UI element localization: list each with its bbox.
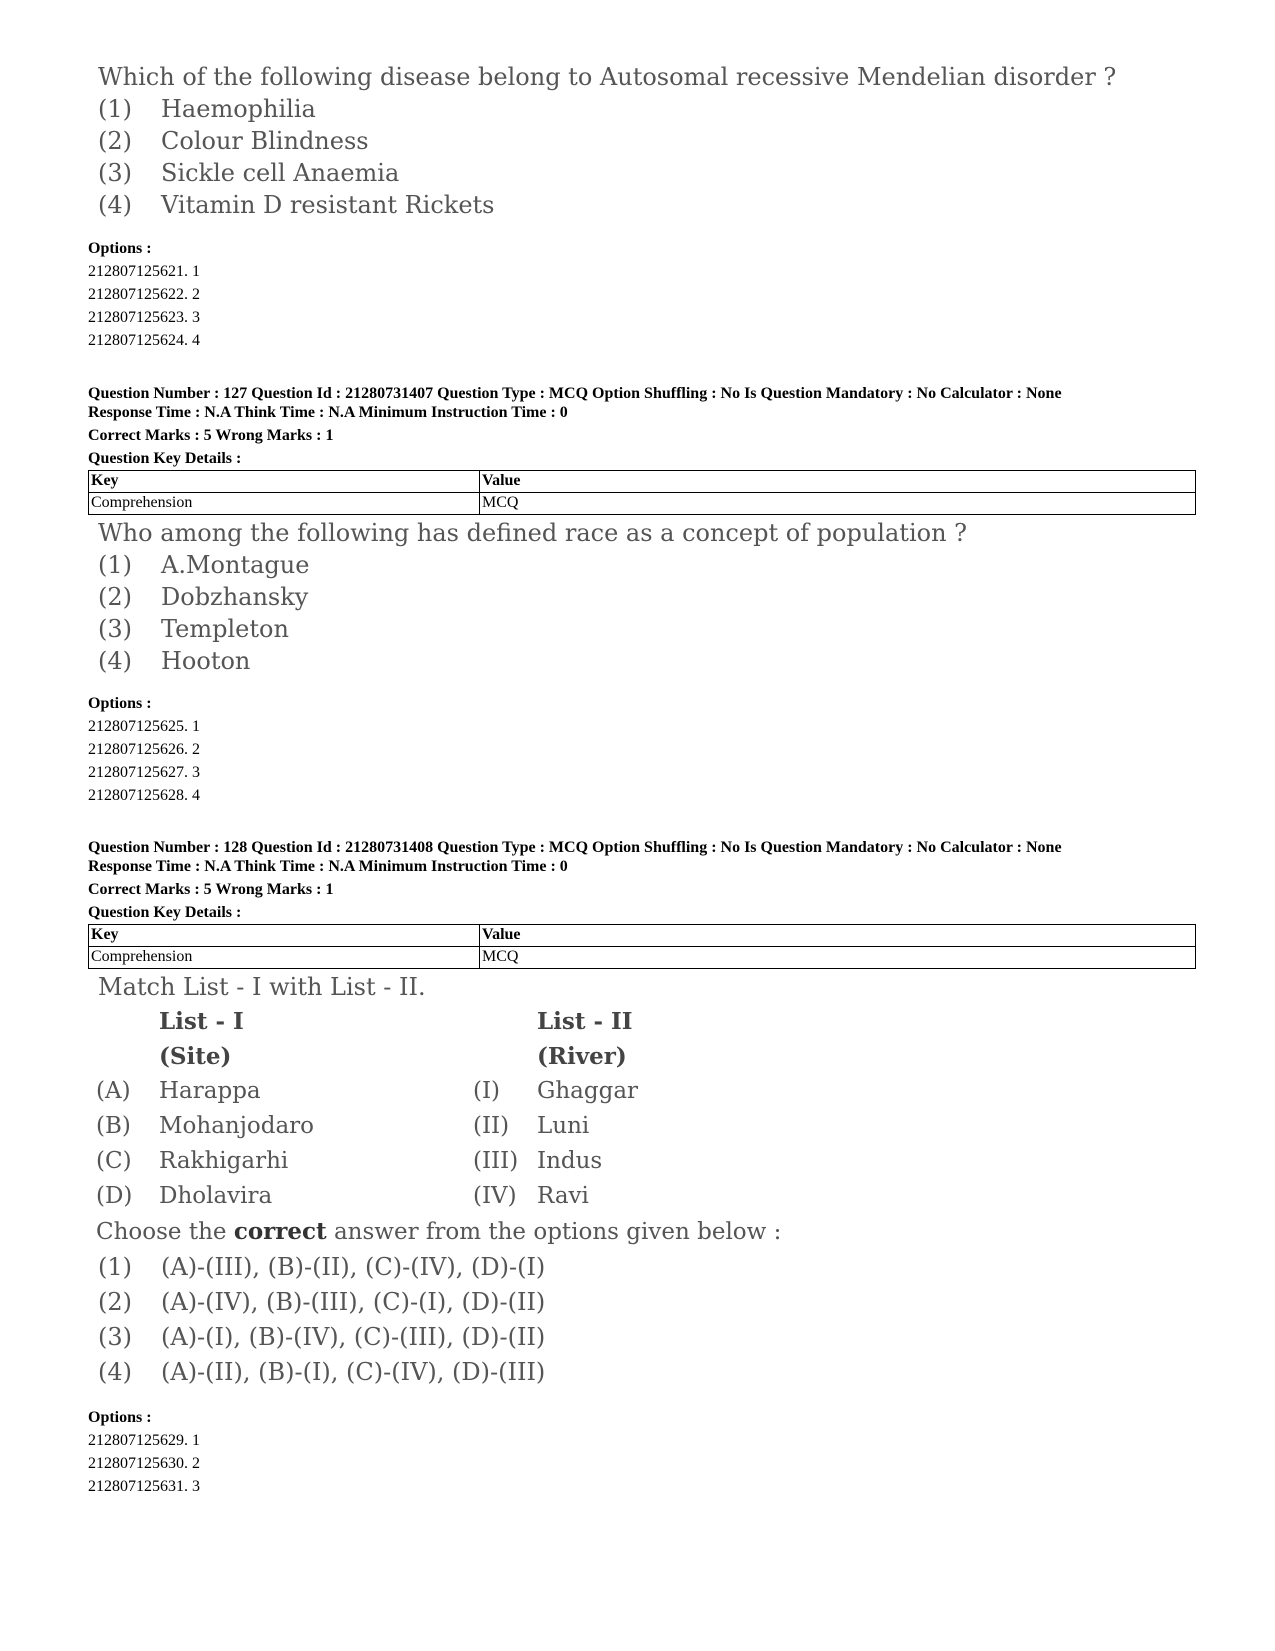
- list-1-site: Harappa: [159, 1078, 261, 1104]
- q127-option-id-4: 212807125628. 4: [88, 787, 200, 804]
- table-row: [89, 947, 1196, 969]
- q127-option-id-2: 212807125626. 2: [88, 741, 200, 758]
- choice-number: (3): [98, 615, 132, 643]
- choice-text: Dobzhansky: [161, 583, 309, 611]
- q128-question-text: Match List - I with List - II.: [98, 973, 426, 1001]
- table-row: [89, 493, 1196, 515]
- choice-number: (2): [98, 583, 132, 611]
- choice-text: (A)-(II), (B)-(I), (C)-(IV), (D)-(III): [161, 1358, 546, 1386]
- choice-number: (3): [98, 159, 132, 187]
- list-2-river: Luni: [537, 1113, 590, 1139]
- q127-meta-line-1: Question Number : 127 Question Id : 21280731407 Question Type : MCQ Option Shuffling : No Is Question Mandatory : No Calculator : None: [88, 385, 1062, 402]
- list-2-numeral: (III): [473, 1148, 519, 1174]
- q128-marks: Correct Marks : 5 Wrong Marks : 1: [88, 881, 334, 898]
- choice-text: (A)-(IV), (B)-(III), (C)-(I), (D)-(II): [161, 1288, 546, 1316]
- table-header-row: [89, 471, 1196, 493]
- choice-number: (4): [98, 1358, 132, 1386]
- choice-text: A.Montague: [161, 551, 310, 579]
- q128-meta-line-1: Question Number : 128 Question Id : 21280731408 Question Type : MCQ Option Shuffling : No Is Question Mandatory : No Calculator : None: [88, 839, 1062, 856]
- q127-key-table: [88, 470, 1196, 515]
- choice-number: (3): [98, 1323, 132, 1351]
- list-1-site: Dholavira: [159, 1183, 273, 1209]
- table-header-row: [89, 925, 1196, 947]
- list-2-numeral: (IV): [473, 1183, 517, 1209]
- q127-option-id-1: 212807125625. 1: [88, 718, 200, 735]
- q127-meta-line-2: Response Time : N.A Think Time : N.A Minimum Instruction Time : 0: [88, 404, 568, 421]
- q128-option-id-2: 212807125630. 2: [88, 1455, 200, 1472]
- choice-number: (1): [98, 1253, 132, 1281]
- choice-number: (4): [98, 191, 132, 219]
- list-1-title: List - I: [159, 1008, 244, 1035]
- q127-option-id-3: 212807125627. 3: [88, 764, 200, 781]
- choice-number: (2): [98, 127, 132, 155]
- choice-number: (1): [98, 551, 132, 579]
- choice-text: Vitamin D resistant Rickets: [161, 191, 495, 219]
- table-header-value: Value: [480, 925, 1196, 947]
- list-1-site: Mohanjodaro: [159, 1113, 314, 1139]
- table-cell-key: Comprehension: [89, 947, 480, 969]
- instruction-bold: correct: [233, 1218, 327, 1245]
- q128-meta-line-2: Response Time : N.A Think Time : N.A Minimum Instruction Time : 0: [88, 858, 568, 875]
- q127-options-label: Options :: [88, 695, 152, 712]
- q128-instruction: [96, 1218, 781, 1245]
- q126-options-label: Options :: [88, 240, 152, 257]
- q127-key-details-label: Question Key Details :: [88, 450, 242, 467]
- q126-option-id-3: 212807125623. 3: [88, 309, 200, 326]
- table-cell-value: MCQ: [480, 493, 1196, 515]
- q128-options-label: Options :: [88, 1409, 152, 1426]
- choice-text: (A)-(I), (B)-(IV), (C)-(III), (D)-(II): [161, 1323, 546, 1351]
- choice-number: (1): [98, 95, 132, 123]
- table-cell-value: MCQ: [480, 947, 1196, 969]
- choice-text: Templeton: [161, 615, 289, 643]
- table-cell-key: Comprehension: [89, 493, 480, 515]
- table-header-key: Key: [89, 471, 480, 493]
- choice-text: Haemophilia: [161, 95, 316, 123]
- list-2-river: Ghaggar: [537, 1078, 639, 1104]
- q128-option-id-1: 212807125629. 1: [88, 1432, 200, 1449]
- choice-text: Colour Blindness: [161, 127, 369, 155]
- list-1-letter: (D): [96, 1183, 133, 1209]
- q127-question-text: Who among the following has defined race as a concept of population ?: [98, 519, 968, 547]
- list-2-numeral: (I): [473, 1078, 501, 1104]
- q126-question-text: Which of the following disease belong to Autosomal recessive Mendelian disorder ?: [98, 63, 1117, 91]
- q128-key-table: [88, 924, 1196, 969]
- q126-option-id-4: 212807125624. 4: [88, 332, 200, 349]
- q128-key-details-label: Question Key Details :: [88, 904, 242, 921]
- q126-option-id-1: 212807125621. 1: [88, 263, 200, 280]
- choice-number: (4): [98, 647, 132, 675]
- list-2-numeral: (II): [473, 1113, 510, 1139]
- q128-option-id-3: 212807125631. 3: [88, 1478, 200, 1495]
- list-2-subtitle: (River): [537, 1043, 627, 1070]
- table-header-value: Value: [480, 471, 1196, 493]
- choice-text: Hooton: [161, 647, 251, 675]
- q127-marks: Correct Marks : 5 Wrong Marks : 1: [88, 427, 334, 444]
- list-2-river: Ravi: [537, 1183, 589, 1209]
- list-1-letter: (C): [96, 1148, 132, 1174]
- instruction-post: answer from the options given below :: [326, 1219, 782, 1245]
- list-1-subtitle: (Site): [159, 1043, 232, 1070]
- choice-text: (A)-(III), (B)-(II), (C)-(IV), (D)-(I): [161, 1253, 546, 1281]
- q126-option-id-2: 212807125622. 2: [88, 286, 200, 303]
- choice-number: (2): [98, 1288, 132, 1316]
- list-1-letter: (B): [96, 1113, 131, 1139]
- list-1-site: Rakhigarhi: [159, 1148, 289, 1174]
- table-header-key: Key: [89, 925, 480, 947]
- instruction-pre: Choose the: [96, 1219, 234, 1245]
- choice-text: Sickle cell Anaemia: [161, 159, 400, 187]
- list-2-title: List - II: [537, 1008, 633, 1035]
- list-2-river: Indus: [537, 1148, 603, 1174]
- list-1-letter: (A): [96, 1078, 131, 1104]
